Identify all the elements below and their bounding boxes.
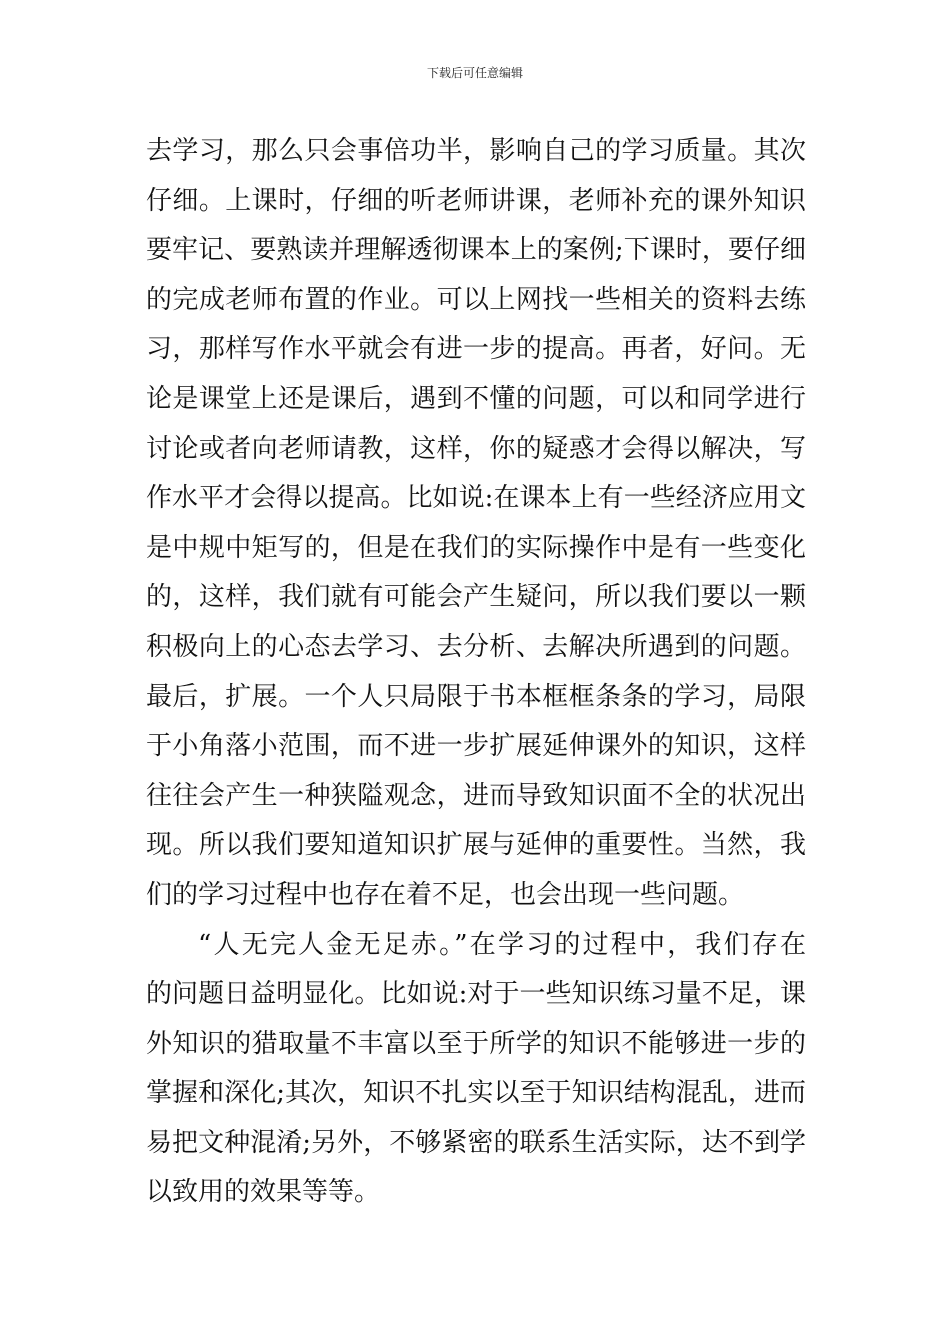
body-text [146,127,806,1218]
text-line: 去学习，那么只会事倍功半，影响自己的学习质量。其次 [146,136,806,166]
text-line: 易把文种混淆;另外，不够紧密的联系生活实际，达不到学 [146,1127,806,1158]
text-line: 论是课堂上还是课后，遇到不懂的问题，可以和同学进行 [146,383,806,414]
text-line: 仔细。上课时，仔细的听老师讲课，老师补充的课外知识 [146,185,806,216]
text-line: 讨论或者向老师请教，这样，你的疑惑才会得以解决，写 [146,433,806,464]
text-line: 于小角落小范围，而不进一步扩展延伸课外的知识，这样 [146,731,806,762]
text-line: 们的学习过程中也存在着不足，也会出现一些问题。 [146,879,745,910]
paragraph-first-line: “人无完人金无足赤。”在学习的过程中，我们存在 [198,929,806,960]
text-line: 作水平才会得以提高。比如说:在课本上有一些经济应用文 [146,483,806,514]
text-line: 是中规中矩写的，但是在我们的实际操作中是有一些变化 [146,532,806,563]
text-line: 的，这样，我们就有可能会产生疑问，所以我们要以一颗 [146,582,806,613]
text-line: 往往会产生一种狭隘观念，进而导致知识面不全的状况出 [146,780,806,811]
text-line: 的完成老师布置的作业。可以上网找一些相关的资料去练 [146,284,806,315]
text-line: 最后，扩展。一个人只局限于书本框框条条的学习，局限 [146,681,806,712]
text-line: 现。所以我们要知道知识扩展与延伸的重要性。当然，我 [146,830,806,861]
page-header: 下载后可任意编辑 [426,66,523,80]
text-line: 外知识的猎取量不丰富以至于所学的知识不能够进一步的 [146,1028,806,1059]
text-line: 积极向上的心态去学习、去分析、去解决所遇到的问题。 [146,631,806,662]
text-line: 要牢记、要熟读并理解透彻课本上的案例;下课时，要仔细 [146,235,806,266]
text-line: 的问题日益明显化。比如说:对于一些知识练习量不足，课 [146,979,806,1010]
text-line: 以致用的效果等等。 [146,1177,381,1208]
text-line: 掌握和深化;其次，知识不扎实以至于知识结构混乱，进而 [146,1078,806,1109]
text-line: 习，那样写作水平就会有进一步的提高。再者，好问。无 [146,334,806,365]
